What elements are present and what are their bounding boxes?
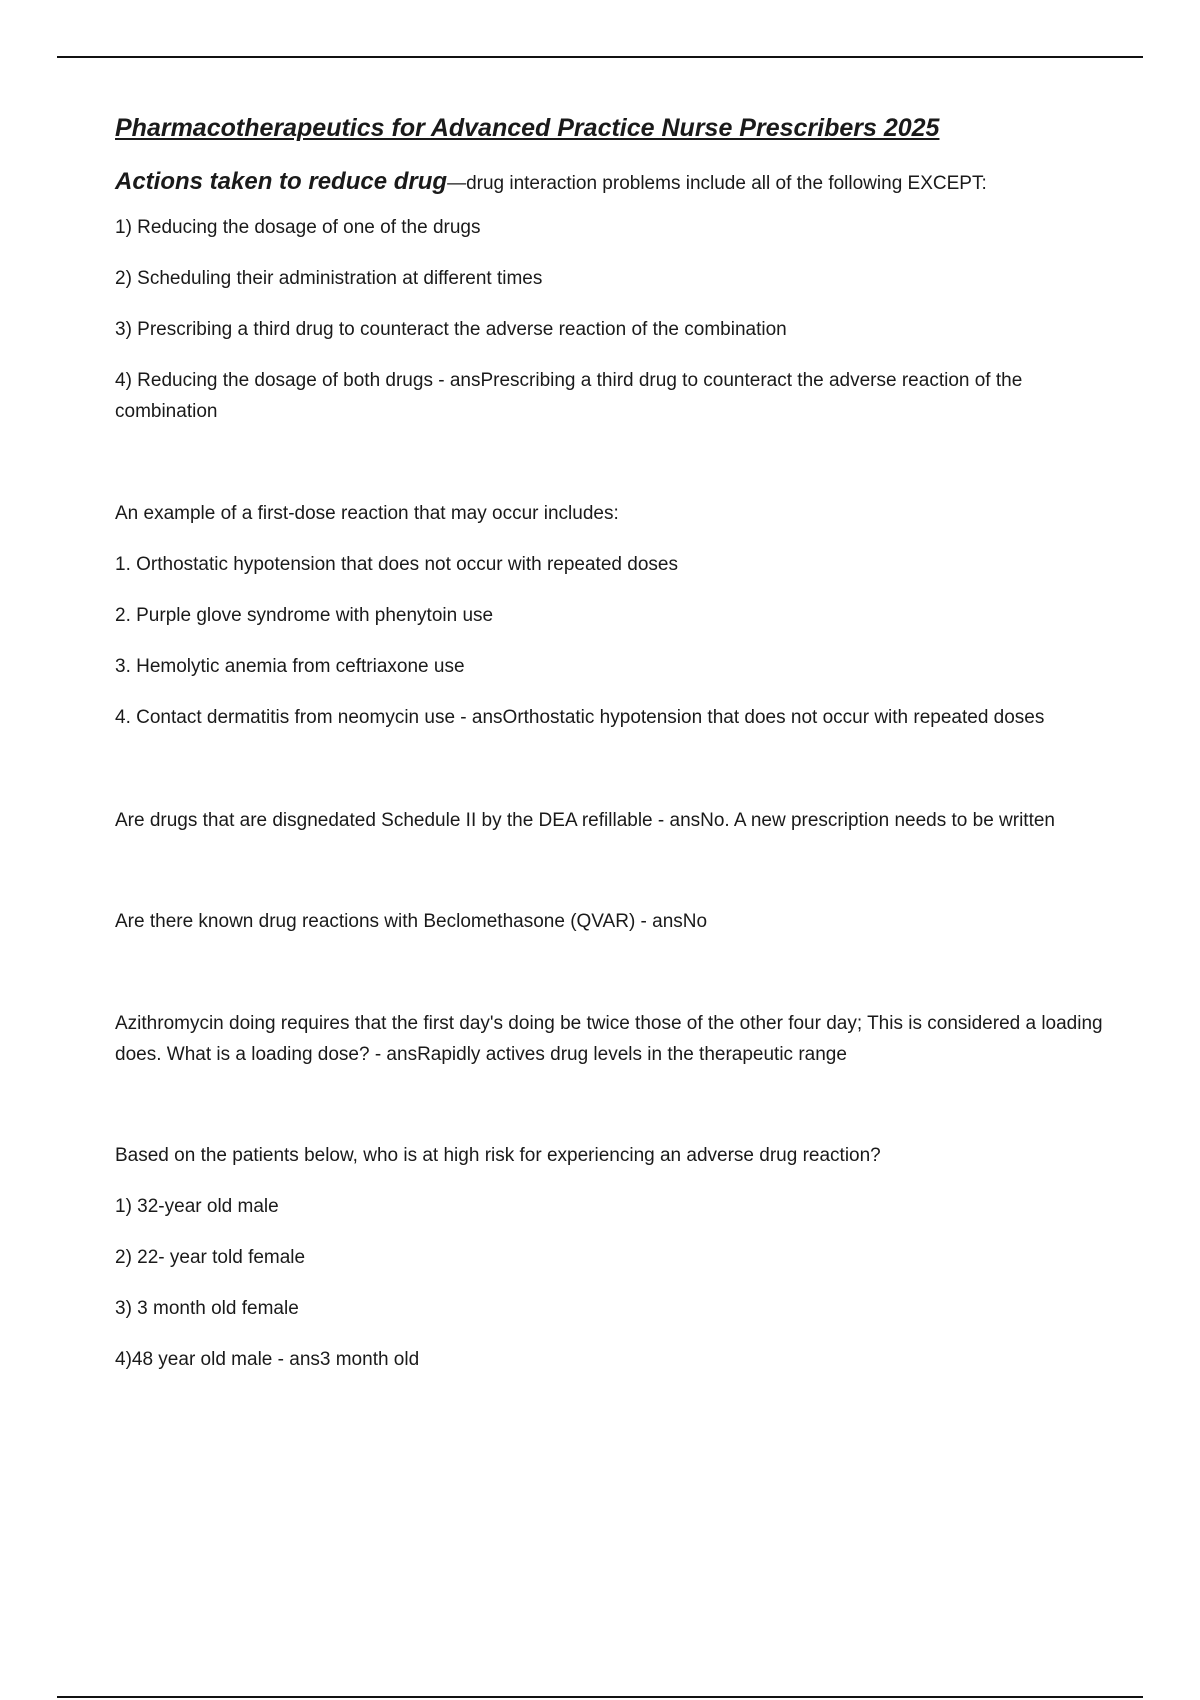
question-1-option: 2) Scheduling their administration at different times xyxy=(115,268,543,290)
question-2-text: An example of a first-dose reaction that may occur includes: xyxy=(115,503,619,525)
question-1-option: 3) Prescribing a third drug to counteract the adverse reaction of the combination xyxy=(115,319,787,341)
question-4-text: Are there known drug reactions with Beclomethasone (QVAR) - ansNo xyxy=(115,911,708,933)
question-3-text: Are drugs that are disgnedated Schedule II by the DEA refillable - ansNo. A new prescription needs to be written xyxy=(115,810,1055,832)
question-1-lead: Actions taken to reduce drug xyxy=(115,167,448,195)
question-2-option: 2. Purple glove syndrome with phenytoin use xyxy=(115,605,494,627)
question-6-option: 3) 3 month old female xyxy=(115,1298,299,1320)
question-2-option: 1. Orthostatic hypotension that does not occur with repeated doses xyxy=(115,554,678,576)
question-6-text: Based on the patients below, who is at high risk for experiencing an adverse drug reaction? xyxy=(115,1145,881,1167)
question-1-option-answer: 4) Reducing the dosage of both drugs - ansPrescribing a third drug to counteract the adverse reaction of the combination xyxy=(115,370,1023,423)
question-1-rest: —drug interaction problems include all of the following EXCEPT: xyxy=(447,172,987,194)
question-1-option: 1) Reducing the dosage of one of the drugs xyxy=(115,217,481,239)
top-rule xyxy=(57,56,1143,58)
question-6-option-answer: 4)48 year old male - ans3 month old xyxy=(115,1349,420,1371)
question-2-option: 3. Hemolytic anemia from ceftriaxone use xyxy=(115,656,465,678)
question-6-option: 1) 32-year old male xyxy=(115,1196,279,1218)
question-5-text: Azithromycin doing requires that the first day's doing be twice those of the other four day; This is considered a loading does. What is a loading dose? - ansRapidly actives drug levels in the therapeutic range xyxy=(115,1013,1103,1066)
document-body xyxy=(115,112,1125,1395)
question-2-option-answer: 4. Contact dermatitis from neomycin use - ansOrthostatic hypotension that does not occur with repeated doses xyxy=(115,707,1045,729)
question-6-option: 2) 22- year told female xyxy=(115,1247,306,1269)
document-title: Pharmacotherapeutics for Advanced Practice Nurse Prescribers 2025 xyxy=(115,114,940,142)
question-1-heading xyxy=(115,165,1125,199)
bottom-rule xyxy=(57,1696,1143,1698)
